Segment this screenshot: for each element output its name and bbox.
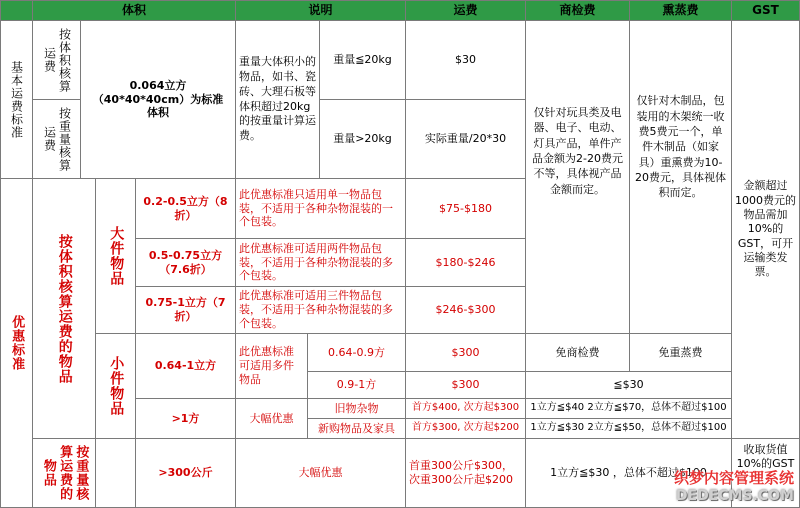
small-charge-le30: ≦$30 bbox=[526, 372, 732, 399]
over1-fee-new: 首方$300, 次方起$200 bbox=[406, 419, 526, 439]
large-range-3: 0.75-1立方（7折） bbox=[136, 287, 236, 334]
weight-goods-label bbox=[33, 439, 96, 508]
watermark-line2: DEDECMS.COM bbox=[675, 488, 794, 504]
large-fee-2: $180-$246 bbox=[406, 239, 526, 287]
standard-volume-formula: 0.064立方（40*40*40cm）为标准体积 bbox=[81, 21, 236, 179]
weight-gt-20kg: 重量>20kg bbox=[320, 100, 406, 179]
watermark bbox=[674, 467, 794, 504]
weight-desc: 大幅优惠 bbox=[236, 439, 406, 508]
header-description: 说明 bbox=[236, 0, 406, 21]
commodity-inspection-note bbox=[526, 21, 630, 334]
fee-le-20kg: $30 bbox=[406, 21, 526, 100]
header-gst: GST bbox=[732, 0, 800, 21]
by-weight-label bbox=[33, 100, 81, 179]
large-desc-3: 此优惠标准可适用三件物品包装，不适用于各种杂物混装的多个包装。 bbox=[236, 287, 406, 334]
commodity-inspection-text: 仅针对玩具类及电器、电子、电动、灯具产品，单件产品金额为2-20费元不等，具体视产品金额而定。 bbox=[532, 105, 623, 196]
no-inspection-fee: 免商检费 bbox=[526, 334, 630, 372]
large-desc-1: 此优惠标准只适用单一物品包装，不适用于各种杂物混装的一个包装。 bbox=[236, 179, 406, 239]
by-volume-text: 按体积核算运费 bbox=[42, 27, 72, 93]
small-sub-1: 0.64-0.9方 bbox=[308, 334, 406, 372]
by-weight-text: 按重量核算运费 bbox=[42, 106, 72, 172]
small-items-label: 小件物品 bbox=[96, 334, 136, 439]
over1-charge-old: 1立方≦$40 2立方≦$70，总体不超过$100 bbox=[526, 399, 732, 419]
fee-gt-20kg: 实际重量/20*30 bbox=[406, 100, 526, 179]
volume-goods-label: 按体积核算运费的物品 bbox=[33, 179, 96, 439]
large-desc-2: 此优惠标准可适用两件物品包装，不适用于各种杂物混装的多个包装。 bbox=[236, 239, 406, 287]
large-fee-3: $246-$300 bbox=[406, 287, 526, 334]
basic-freight-label: 基本运费标准 bbox=[0, 21, 33, 179]
small-desc: 此优惠标准可适用多件物品 bbox=[236, 334, 308, 399]
large-fee-1: $75-$180 bbox=[406, 179, 526, 239]
header-commodity-inspection: 商检费 bbox=[526, 0, 630, 21]
over1-range: >1方 bbox=[136, 399, 236, 439]
over1-fee-old: 首方$400, 次方起$300 bbox=[406, 399, 526, 419]
heavy-items-description: 重量大体积小的物品，如书、瓷砖、大理石板等体积超过20kg的按重量计算运费。 bbox=[236, 21, 320, 179]
small-range: 0.64-1立方 bbox=[136, 334, 236, 399]
by-volume-label bbox=[33, 21, 81, 100]
header-fumigation: 熏蒸费 bbox=[630, 0, 732, 21]
weight-goods-text: 按重量核算运费的物品 bbox=[40, 445, 89, 501]
weight-gst: 收取货值10%的GST bbox=[732, 439, 800, 508]
watermark-line1: 织梦内容管理系统 bbox=[673, 469, 794, 487]
weight-blank bbox=[96, 439, 136, 508]
weight-range: >300公斤 bbox=[136, 439, 236, 508]
small-sub-2: 0.9-1方 bbox=[308, 372, 406, 399]
over1-old-goods: 旧物杂物 bbox=[308, 399, 406, 419]
gst-text: 金额超过1000费元的物品需加10%的GST，可开运输类发票。 bbox=[735, 179, 796, 279]
small-fee-1: $300 bbox=[406, 334, 526, 372]
header-corner bbox=[0, 0, 33, 21]
no-fumigation-fee: 免重蒸费 bbox=[630, 334, 732, 372]
header-volume: 体积 bbox=[33, 0, 236, 21]
weight-charge: 1立方≦$30 ，总体不超过$100 bbox=[526, 439, 732, 508]
discount-label: 优惠标准 bbox=[0, 179, 33, 508]
weight-fee: 首重300公斤$300，次重300公斤起$200 bbox=[406, 439, 526, 508]
large-range-1: 0.2-0.5立方（8折） bbox=[136, 179, 236, 239]
small-fee-2: $300 bbox=[406, 372, 526, 399]
large-range-2: 0.5-0.75立方（7.6折） bbox=[136, 239, 236, 287]
over1-desc: 大幅优惠 bbox=[236, 399, 308, 439]
over1-charge-new: 1立方≦$30 2立方≦$50，总体不超过$100 bbox=[526, 419, 732, 439]
fumigation-note bbox=[630, 21, 732, 334]
gst-note bbox=[732, 21, 800, 439]
large-items-label: 大件物品 bbox=[96, 179, 136, 334]
fumigation-text: 仅针对木制品，包装用的木架统一收费5费元一个，单件木制品（如家具）重熏费为10-20费元，具体视体积而定。 bbox=[635, 94, 726, 200]
header-freight: 运费 bbox=[406, 0, 526, 21]
over1-new-goods: 新购物品及家具 bbox=[308, 419, 406, 439]
weight-le-20kg: 重量≦20kg bbox=[320, 21, 406, 100]
